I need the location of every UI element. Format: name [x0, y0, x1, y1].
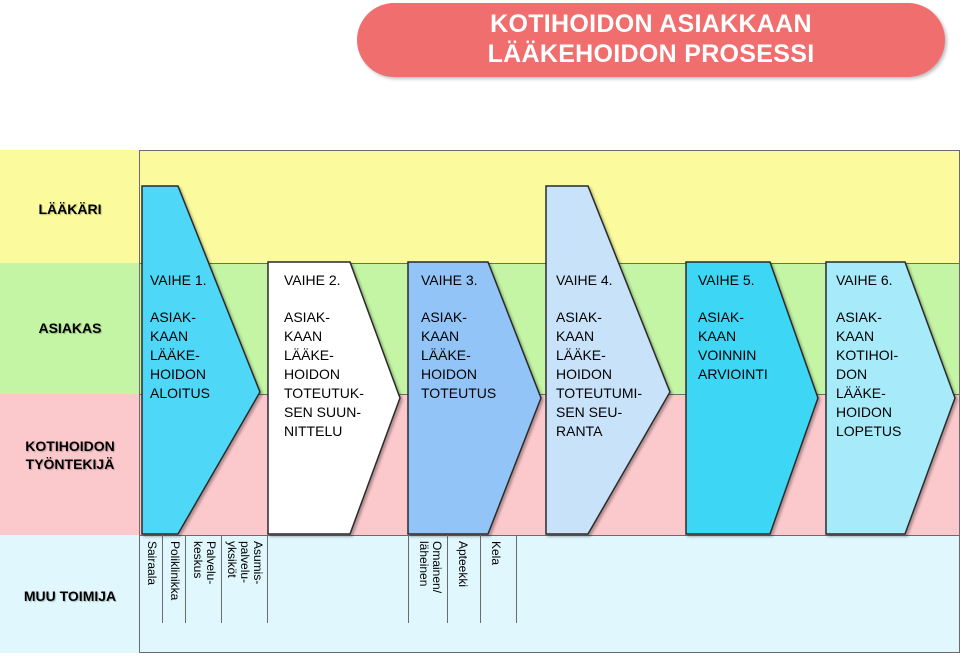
- actor-asumispalveluyksikot: [222, 535, 268, 623]
- phase-5-label: VAIHE 5.: [698, 272, 755, 288]
- actor-omainen: [408, 535, 448, 623]
- phase-3-label: VAIHE 3.: [421, 272, 478, 288]
- actor-kela: [481, 535, 517, 623]
- actor-label: Asumis- palvelu- yksiköt: [225, 541, 265, 585]
- actor-label: Palvelu- keskus: [191, 541, 218, 585]
- phase-5-text: ASIAK- KAAN VOINNIN ARVIOINTI: [698, 309, 768, 382]
- actor-label: Apteekki: [456, 541, 470, 588]
- phase-2-text: ASIAK- KAAN LÄÄKE- HOIDON TOTEUTUK- SEN SUUN- NITTELU: [284, 309, 364, 439]
- actor-palvelukeskus: [186, 535, 222, 623]
- phase-4-text: ASIAK- KAAN LÄÄKE- HOIDON TOTEUTUMI- SEN SEU- RANTA: [556, 309, 643, 439]
- actor-poliklinikka: [163, 535, 186, 623]
- phase-6-text: ASIAK- KAAN KOTIHOI- DON LÄÄKE- HOIDON LOPETUS: [836, 309, 902, 439]
- actor-label: Sairaala: [145, 541, 159, 586]
- actor-apteekki: [448, 535, 481, 623]
- title-line-2: LÄÄKEHOIDON PROSESSI: [487, 40, 815, 68]
- phase-6-label: VAIHE 6.: [836, 272, 893, 288]
- phase-5-chevron: [686, 262, 818, 534]
- lane-label-laakari: LÄÄKÄRI: [38, 201, 102, 217]
- lane-label-tyontekija: KOTIHOIDON TYÖNTEKIJÄ: [25, 438, 115, 472]
- phase-3-text: ASIAK- KAAN LÄÄKE- HOIDON TOTEUTUS: [421, 309, 497, 401]
- phase-4-label: VAIHE 4.: [556, 272, 613, 288]
- lane-label-muu: MUU TOIMIJA: [23, 588, 117, 604]
- actor-label: Kela: [489, 541, 503, 566]
- actor-label: Poliklinikka: [168, 541, 182, 601]
- actor-label: Omainen/ läheinen: [417, 541, 444, 594]
- phase-1-text: ASIAK- KAAN LÄÄKE- HOIDON ALOITUS: [150, 309, 210, 401]
- lane-label-asiakas: ASIAKAS: [38, 320, 102, 336]
- actor-sairaala: [140, 535, 163, 623]
- phase-1-label: VAIHE 1.: [150, 272, 207, 288]
- title-line-1: KOTIHOIDON ASIAKKAAN: [490, 10, 812, 38]
- phase-2-label: VAIHE 2.: [284, 272, 341, 288]
